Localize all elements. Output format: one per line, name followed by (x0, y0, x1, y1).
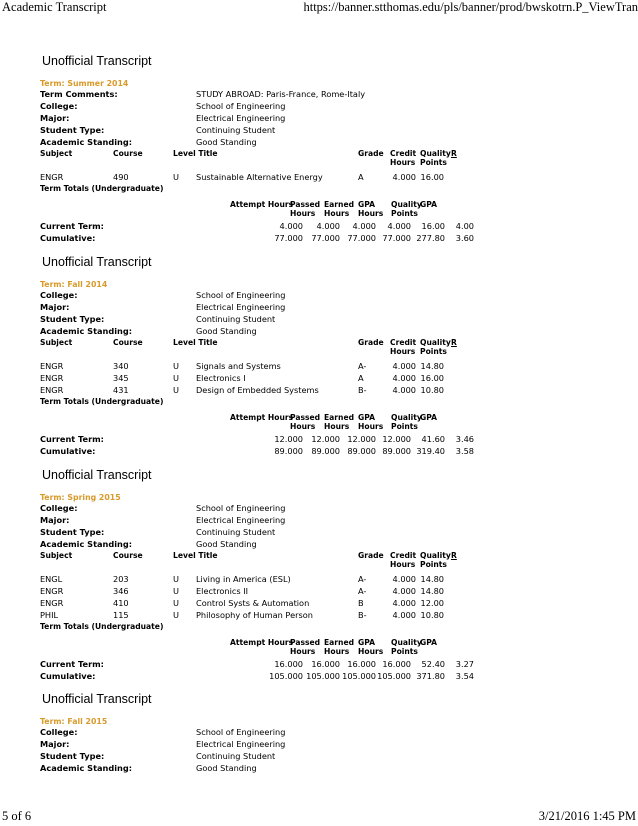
course-grade: B (358, 598, 364, 608)
course-title: Philosophy of Human Person (196, 610, 313, 620)
section-title: Unofficial Transcript (42, 54, 152, 68)
student-type-value: Continuing Student (196, 125, 276, 135)
course-title: Sustainable Alternative Energy (196, 172, 323, 182)
term-totals-label: Term Totals (Undergraduate) (40, 397, 164, 406)
academic-standing-value: Good Standing (196, 137, 257, 147)
major-label: Major: (40, 113, 70, 123)
col-quality-points: Points (420, 560, 447, 569)
course-quality: 12.00 (420, 598, 444, 608)
current-term-gpa-hours: 16.000 (382, 659, 411, 669)
cumulative-attempt: 89.000 (274, 446, 303, 456)
current-term-gpa: 4.00 (455, 221, 474, 231)
student-type-value: Continuing Student (196, 527, 276, 537)
totals-col-gpa-hours: Hours (358, 209, 384, 218)
totals-col-passed: Passed (290, 413, 321, 422)
col-quality: Quality (420, 149, 451, 158)
col-level-title: Level Title (173, 551, 218, 560)
col-repeat-flag: R (451, 338, 457, 347)
section-title: Unofficial Transcript (42, 468, 152, 482)
course-subject: ENGR (40, 172, 64, 182)
totals-col-attempt: Attempt Hours (230, 638, 294, 647)
col-subject: Subject (40, 149, 73, 158)
course-grade: A- (358, 574, 367, 584)
current-term-earned: 4.000 (352, 221, 376, 231)
col-subject: Subject (40, 338, 73, 347)
cumulative-gpa-hours: 105.000 (377, 671, 411, 681)
academic-standing-label: Academic Standing: (40, 326, 132, 336)
cumulative-passed: 105.000 (306, 671, 340, 681)
cumulative-attempt: 105.000 (269, 671, 303, 681)
major-value: Electrical Engineering (196, 302, 286, 312)
course-grade: B- (358, 385, 367, 395)
term-comments-value: STUDY ABROAD: Paris-France, Rome-Italy (196, 89, 366, 99)
course-grade: A- (358, 586, 367, 596)
col-credit-hours: Hours (390, 158, 416, 167)
cumulative-label: Cumulative: (40, 671, 96, 681)
course-quality: 14.80 (420, 574, 444, 584)
totals-col-passed-hours: Hours (290, 209, 316, 218)
course-level: U (173, 361, 179, 371)
course-title: Electronics I (196, 373, 246, 383)
academic-standing-label: Academic Standing: (40, 539, 132, 549)
college-label: College: (40, 101, 78, 111)
col-grade: Grade (358, 338, 384, 347)
course-credit: 4.000 (392, 598, 416, 608)
major-label: Major: (40, 302, 70, 312)
col-credit: Credit (390, 338, 417, 347)
totals-col-quality: Quality (391, 200, 422, 209)
current-term-earned: 16.000 (347, 659, 376, 669)
course-quality: 10.80 (420, 610, 444, 620)
totals-col-gpa2: GPA (420, 638, 437, 647)
totals-col-quality-points: Points (391, 422, 418, 431)
term-heading: Term: Summer 2014 (40, 79, 129, 88)
totals-col-earned: Earned (324, 638, 355, 647)
print-page-title: Academic Transcript (2, 0, 107, 14)
college-label: College: (40, 503, 78, 513)
cumulative-label: Cumulative: (40, 446, 96, 456)
cumulative-label: Cumulative: (40, 233, 96, 243)
course-quality: 10.80 (420, 385, 444, 395)
student-type-value: Continuing Student (196, 314, 276, 324)
totals-col-gpa: GPA (358, 200, 375, 209)
term-comments-label: Term Comments: (40, 89, 118, 99)
totals-col-gpa: GPA (358, 413, 375, 422)
course-number: 431 (113, 385, 129, 395)
course-grade: A (358, 172, 364, 182)
course-credit: 4.000 (392, 361, 416, 371)
academic-standing-value: Good Standing (196, 763, 257, 773)
college-value: School of Engineering (196, 727, 286, 737)
current-term-gpa: 3.46 (455, 434, 474, 444)
student-type-label: Student Type: (40, 751, 105, 761)
col-grade: Grade (358, 551, 384, 560)
course-credit: 4.000 (392, 172, 416, 182)
totals-col-gpa2: GPA (420, 413, 437, 422)
course-subject: ENGR (40, 598, 64, 608)
course-number: 203 (113, 574, 129, 584)
course-quality: 16.00 (420, 373, 444, 383)
course-subject: ENGL (40, 574, 63, 584)
current-term-earned: 12.000 (347, 434, 376, 444)
current-term-label: Current Term: (40, 221, 104, 231)
college-label: College: (40, 290, 78, 300)
cumulative-attempt: 77.000 (274, 233, 303, 243)
major-label: Major: (40, 515, 70, 525)
current-term-quality: 16.00 (421, 221, 445, 231)
current-term-label: Current Term: (40, 434, 104, 444)
current-term-label: Current Term: (40, 659, 104, 669)
current-term-passed: 16.000 (311, 659, 340, 669)
course-title: Signals and Systems (196, 361, 281, 371)
col-credit-hours: Hours (390, 347, 416, 356)
course-quality: 14.80 (420, 361, 444, 371)
totals-col-passed-hours: Hours (290, 647, 316, 656)
current-term-attempt: 16.000 (274, 659, 303, 669)
col-level-title: Level Title (173, 149, 218, 158)
section-title: Unofficial Transcript (42, 255, 152, 269)
course-subject: ENGR (40, 361, 64, 371)
major-value: Electrical Engineering (196, 515, 286, 525)
col-grade: Grade (358, 149, 384, 158)
academic-standing-value: Good Standing (196, 539, 257, 549)
cumulative-passed: 77.000 (311, 233, 340, 243)
course-credit: 4.000 (392, 574, 416, 584)
totals-col-quality-points: Points (391, 209, 418, 218)
current-term-attempt: 4.000 (279, 221, 303, 231)
course-credit: 4.000 (392, 586, 416, 596)
col-credit: Credit (390, 149, 417, 158)
print-url: https://banner.stthomas.edu/pls/banner/prod/bwskotrn.P_ViewTran (303, 0, 638, 14)
cumulative-gpa-hours: 77.000 (382, 233, 411, 243)
cumulative-earned: 105.000 (342, 671, 376, 681)
course-quality: 16.00 (420, 172, 444, 182)
academic-standing-label: Academic Standing: (40, 763, 132, 773)
course-title: Control Systs & Automation (196, 598, 310, 608)
cumulative-quality: 319.40 (416, 446, 445, 456)
totals-col-quality: Quality (391, 638, 422, 647)
course-credit: 4.000 (392, 610, 416, 620)
totals-col-gpa-hours: Hours (358, 422, 384, 431)
college-value: School of Engineering (196, 101, 286, 111)
course-number: 345 (113, 373, 129, 383)
col-course: Course (113, 551, 143, 560)
current-term-attempt: 12.000 (274, 434, 303, 444)
course-level: U (173, 172, 179, 182)
course-level: U (173, 574, 179, 584)
course-subject: PHIL (40, 610, 59, 620)
totals-col-attempt: Attempt Hours (230, 200, 294, 209)
totals-col-gpa: GPA (358, 638, 375, 647)
cumulative-gpa: 3.60 (455, 233, 474, 243)
academic-standing-label: Academic Standing: (40, 137, 132, 147)
student-type-label: Student Type: (40, 527, 105, 537)
cumulative-gpa: 3.58 (455, 446, 474, 456)
course-level: U (173, 598, 179, 608)
course-subject: ENGR (40, 385, 64, 395)
totals-col-earned-hours: Hours (324, 647, 350, 656)
term-heading: Term: Spring 2015 (40, 493, 121, 502)
current-term-gpa-hours: 4.000 (387, 221, 411, 231)
college-value: School of Engineering (196, 503, 286, 513)
course-grade: A (358, 373, 364, 383)
col-course: Course (113, 149, 143, 158)
current-term-quality: 41.60 (421, 434, 445, 444)
col-level-title: Level Title (173, 338, 218, 347)
col-repeat-flag: R (451, 551, 457, 560)
current-term-gpa-hours: 12.000 (382, 434, 411, 444)
totals-col-passed-hours: Hours (290, 422, 316, 431)
course-number: 490 (113, 172, 129, 182)
academic-standing-value: Good Standing (196, 326, 257, 336)
col-credit: Credit (390, 551, 417, 560)
totals-col-gpa2: GPA (420, 200, 437, 209)
section-title: Unofficial Transcript (42, 692, 152, 706)
cumulative-earned: 77.000 (347, 233, 376, 243)
col-credit-hours: Hours (390, 560, 416, 569)
course-title: Electronics II (196, 586, 249, 596)
college-value: School of Engineering (196, 290, 286, 300)
course-level: U (173, 385, 179, 395)
totals-col-earned: Earned (324, 200, 355, 209)
course-number: 410 (113, 598, 129, 608)
course-number: 115 (113, 610, 129, 620)
course-credit: 4.000 (392, 373, 416, 383)
col-quality-points: Points (420, 347, 447, 356)
col-subject: Subject (40, 551, 73, 560)
course-grade: A- (358, 361, 367, 371)
term-heading: Term: Fall 2015 (40, 717, 108, 726)
term-totals-label: Term Totals (Undergraduate) (40, 622, 164, 631)
col-quality: Quality (420, 551, 451, 560)
course-level: U (173, 373, 179, 383)
course-quality: 14.80 (420, 586, 444, 596)
major-label: Major: (40, 739, 70, 749)
current-term-quality: 52.40 (421, 659, 445, 669)
course-level: U (173, 586, 179, 596)
totals-col-quality-points: Points (391, 647, 418, 656)
totals-col-passed: Passed (290, 638, 321, 647)
student-type-value: Continuing Student (196, 751, 276, 761)
course-title: Design of Embedded Systems (196, 385, 319, 395)
totals-col-earned-hours: Hours (324, 422, 350, 431)
current-term-gpa: 3.27 (455, 659, 474, 669)
totals-col-earned-hours: Hours (324, 209, 350, 218)
cumulative-quality: 371.80 (416, 671, 445, 681)
course-number: 346 (113, 586, 129, 596)
totals-col-attempt: Attempt Hours (230, 413, 294, 422)
col-quality-points: Points (420, 158, 447, 167)
totals-col-gpa-hours: Hours (358, 647, 384, 656)
course-grade: B- (358, 610, 367, 620)
cumulative-gpa-hours: 89.000 (382, 446, 411, 456)
col-quality: Quality (420, 338, 451, 347)
term-heading: Term: Fall 2014 (40, 280, 108, 289)
print-page-number: 5 of 6 (2, 809, 32, 823)
current-term-passed: 12.000 (311, 434, 340, 444)
course-subject: ENGR (40, 586, 64, 596)
college-label: College: (40, 727, 78, 737)
term-totals-label: Term Totals (Undergraduate) (40, 184, 164, 193)
totals-col-earned: Earned (324, 413, 355, 422)
course-title: Living in America (ESL) (196, 574, 291, 584)
cumulative-earned: 89.000 (347, 446, 376, 456)
cumulative-gpa: 3.54 (455, 671, 474, 681)
current-term-passed: 4.000 (316, 221, 340, 231)
print-datetime: 3/21/2016 1:45 PM (538, 809, 636, 823)
student-type-label: Student Type: (40, 314, 105, 324)
student-type-label: Student Type: (40, 125, 105, 135)
major-value: Electrical Engineering (196, 113, 286, 123)
totals-col-passed: Passed (290, 200, 321, 209)
cumulative-passed: 89.000 (311, 446, 340, 456)
col-repeat-flag: R (451, 149, 457, 158)
course-credit: 4.000 (392, 385, 416, 395)
course-level: U (173, 610, 179, 620)
totals-col-quality: Quality (391, 413, 422, 422)
col-course: Course (113, 338, 143, 347)
cumulative-quality: 277.80 (416, 233, 445, 243)
course-number: 340 (113, 361, 129, 371)
course-subject: ENGR (40, 373, 64, 383)
major-value: Electrical Engineering (196, 739, 286, 749)
